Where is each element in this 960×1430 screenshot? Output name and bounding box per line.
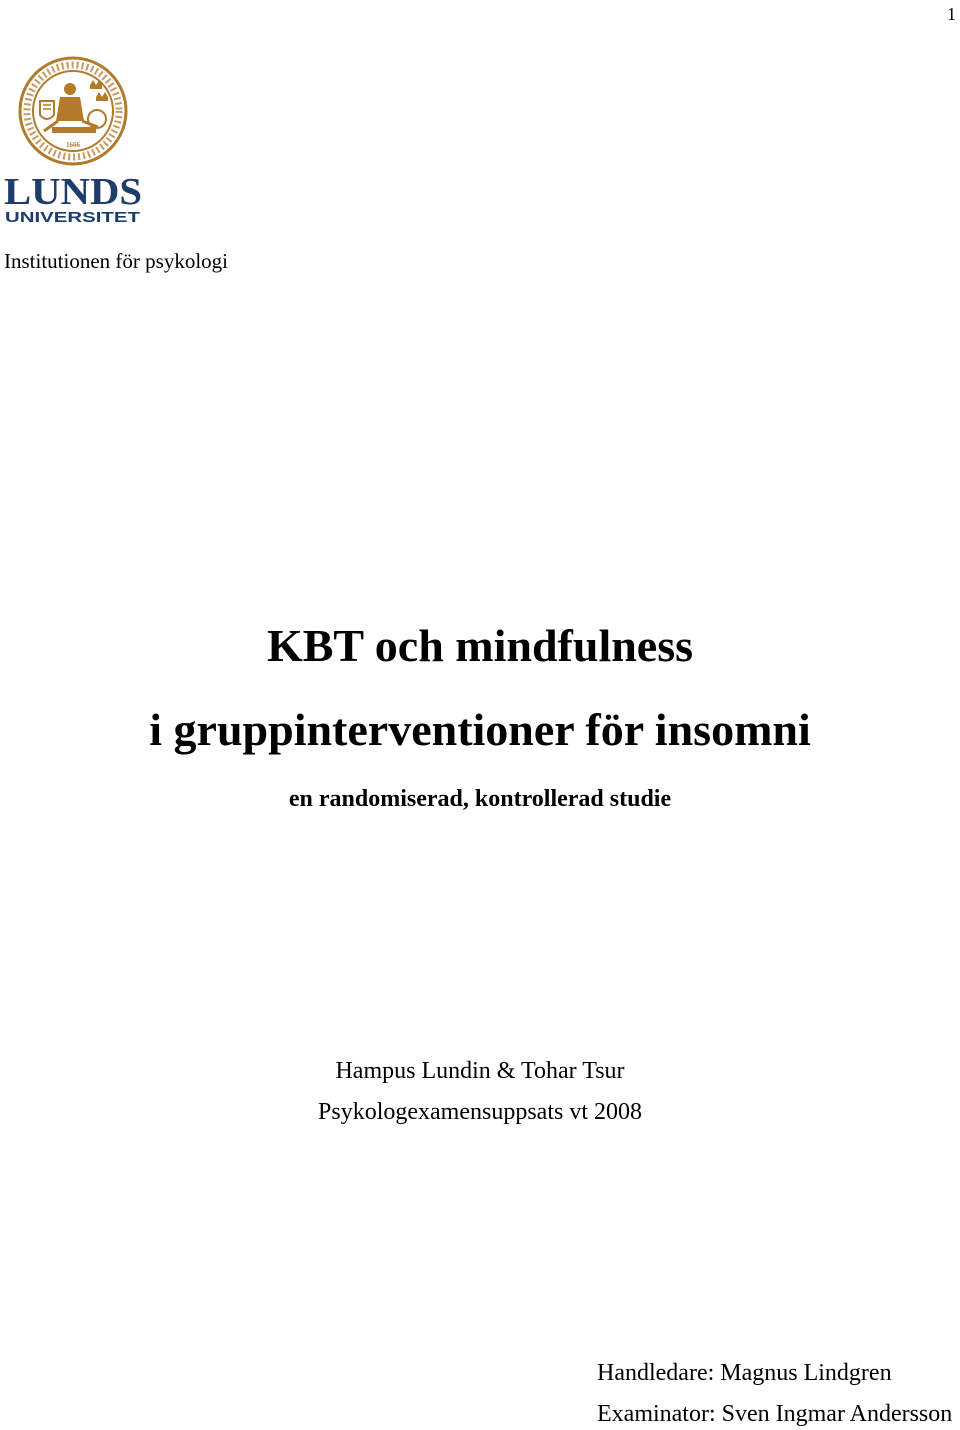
page-number: 1 xyxy=(947,4,956,24)
university-seal-icon xyxy=(14,55,132,167)
wordmark-line1: LUNDS xyxy=(4,171,142,213)
institution-name: Institutionen för psykologi xyxy=(4,249,228,273)
authors: Hampus Lundin & Tohar Tsur xyxy=(335,1058,625,1084)
university-logo xyxy=(4,55,144,225)
thesis-type: Psykologexamensuppsats vt 2008 xyxy=(318,1099,642,1125)
supervisor: Handledare: Magnus Lindgren xyxy=(597,1360,892,1386)
university-wordmark xyxy=(4,170,144,225)
thesis-title-line2: i gruppinterventioner för insomni xyxy=(149,704,811,755)
examiner: Examinator: Sven Ingmar Andersson xyxy=(597,1401,953,1427)
thesis-title-line1: KBT och mindfulness xyxy=(266,620,694,671)
wordmark-line2: UNIVERSITET xyxy=(5,209,140,225)
seal-year: 1666 xyxy=(66,141,80,149)
thesis-subtitle: en randomiserad, kontrollerad studie xyxy=(288,786,672,812)
